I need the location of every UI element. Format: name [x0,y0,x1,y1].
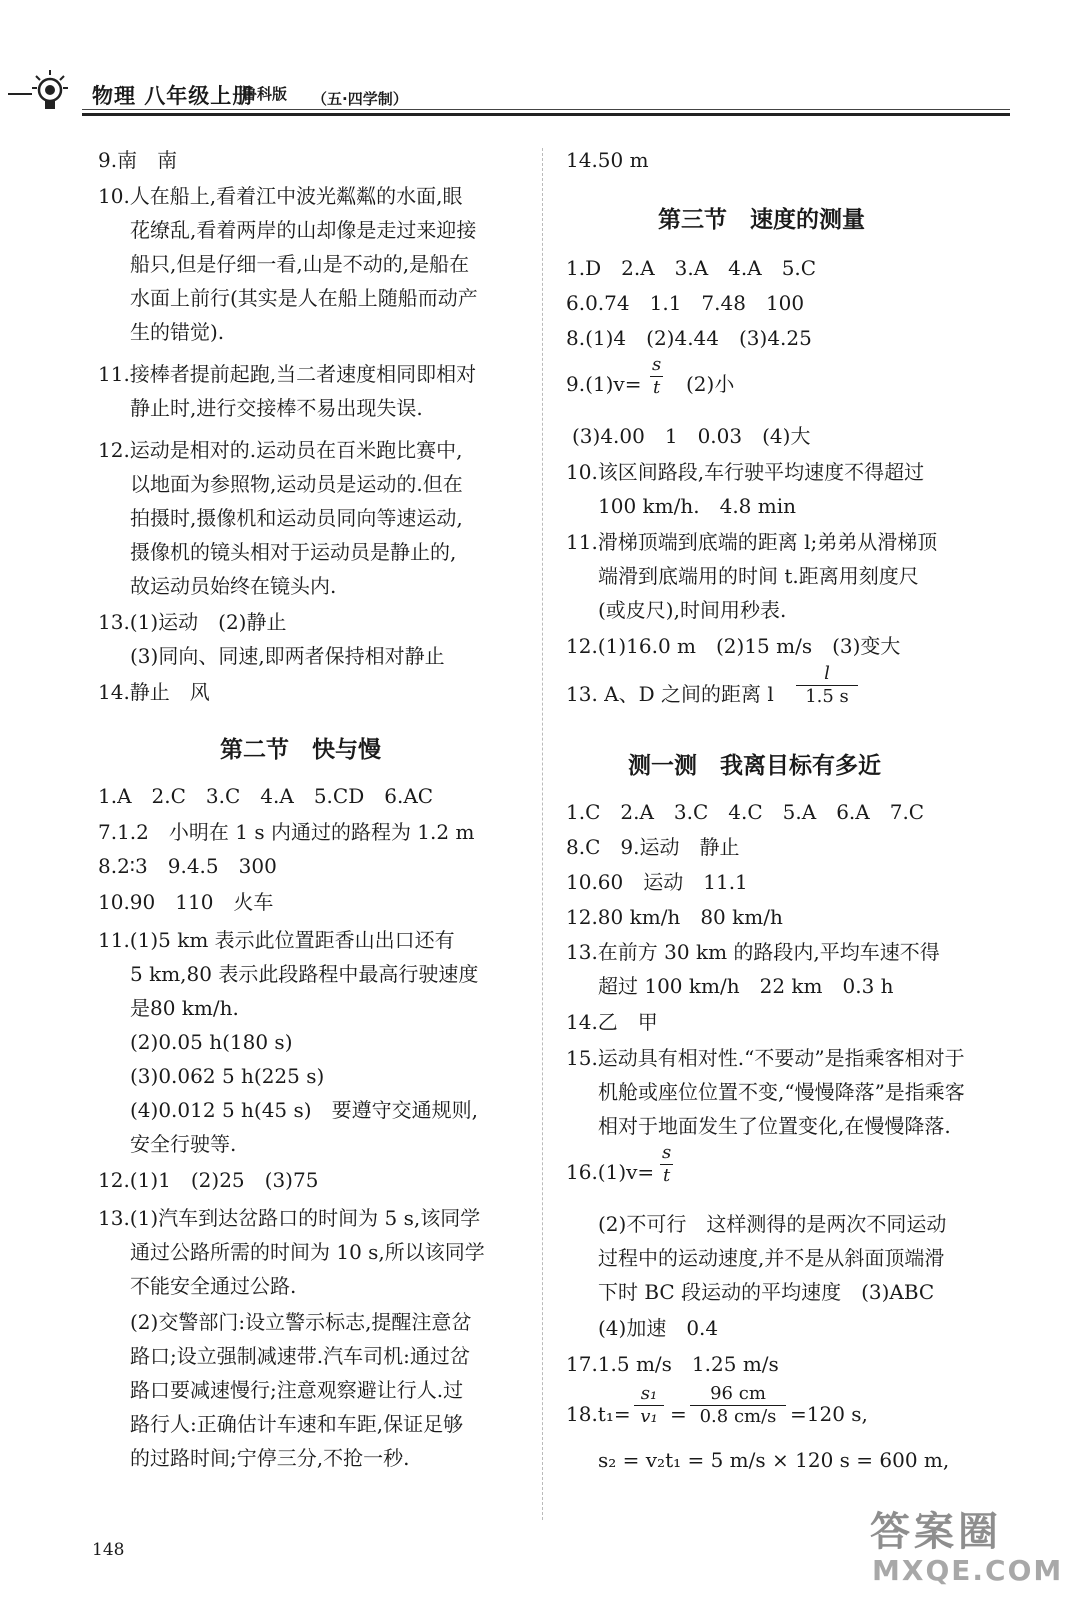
answer-line: 5 km,80 表示此段路程中最高行驶速度 [130,962,479,986]
answer-line: s₂ = v₂t₁ = 5 m/s × 120 s = 600 m, [598,1448,950,1472]
answer-line: 8.C 9.运动 静止 [566,835,740,859]
fraction-formula [634,1385,664,1426]
answer-line: 7.1.2 小明在 1 s 内通过的路程为 1.2 m [98,820,475,844]
fraction-formula [650,356,663,397]
answer-line: 13. A、D 之间的距离 l [566,682,774,706]
answer-line: 9.(1)v= [566,372,642,396]
fraction-numerator: l [796,665,858,686]
answer-line: 水面上前行(其实是人在船上随船而动产 [130,286,478,310]
fraction-numerator: 96 cm [690,1385,786,1406]
fraction-denominator: 1.5 s [805,686,849,707]
answer-line: 14.50 m [566,148,649,172]
fraction-denominator: 0.8 cm/s [699,1406,777,1427]
answer-line: 1.D 2.A 3.A 4.A 5.C [566,256,817,280]
answer-line: 静止时,进行交接棒不易出现失误. [130,396,423,420]
answer-line: 16.(1)v= [566,1160,655,1184]
answer-line: 故运动员始终在镜头内. [130,574,337,598]
answer-line: 生的错觉). [130,320,225,344]
answer-line: 的过路时间;宁停三分,不抢一秒. [130,1446,410,1470]
answer-line: 6.0.74 1.1 7.48 100 [566,291,805,315]
watermark-url: MXQE.COM [872,1554,1064,1587]
header-rule [82,109,1010,110]
answer-line: 船只,但是仔细一看,山是不动的,是船在 [130,252,470,276]
answer-line: 10.该区间路段,车行驶平均速度不得超过 [566,460,925,484]
answer-line: 拍摄时,摄像机和运动员同向等速运动, [130,506,463,530]
answer-line: 花缭乱,看着两岸的山却像是走过来迎接 [130,218,477,242]
answer-line: 17.1.5 m/s 1.25 m/s [566,1352,779,1376]
answer-line: 13.(1)运动 (2)静止 [98,610,287,634]
answer-line: = [670,1402,687,1426]
fraction-formula [660,1144,673,1185]
answer-line: (4)0.012 5 h(45 s) 要遵守交通规则, [130,1098,478,1122]
answer-line: 10.人在船上,看着江中波光粼粼的水面,眼 [98,184,463,208]
answer-line: (2)不可行 这样测得的是两次不同运动 [598,1212,947,1236]
fraction-numerator: s [662,1142,672,1163]
fraction-denominator: v₁ [640,1406,658,1427]
answer-line: (2)交警部门:设立警示标志,提醒注意岔 [130,1310,472,1334]
answer-line: 11.滑梯顶端到底端的距离 l;弟弟从滑梯顶 [566,530,938,554]
answer-line: 不能安全通过公路. [130,1274,297,1298]
answer-line: (2)小 [686,372,735,396]
answer-line: (或皮尺),时间用秒表. [598,598,787,622]
fraction-numerator: s [652,354,662,375]
answer-line: 14.静止 风 [98,680,210,704]
page-header [0,0,1084,120]
answer-line: 14.乙 甲 [566,1010,658,1034]
answer-line: 8.(1)4 (2)4.44 (3)4.25 [566,326,812,350]
answer-line: 摄像机的镜头相对于运动员是静止的, [130,540,457,564]
answer-line: 12.80 km/h 80 km/h [566,905,783,929]
answer-line: 以地面为参照物,运动员是运动的.但在 [130,472,463,496]
answer-line: 100 km/h. 4.8 min [598,494,796,518]
answer-line: 安全行驶等. [130,1132,237,1156]
answer-line: 端滑到底端用的时间 t.距离用刻度尺 [598,564,919,588]
answer-line: (3)4.00 1 0.03 (4)大 [572,424,811,448]
answer-line: 是80 km/h. [130,996,239,1020]
book-title: 物理 八年级上册 [92,84,255,108]
answer-line: 下时 BC 段运动的平均速度 (3)ABC [598,1280,935,1304]
answer-line: 13.(1)汽车到达岔路口的时间为 5 s,该同学 [98,1206,481,1230]
answer-line: 9.南 南 [98,148,178,172]
answer-line: 15.运动具有相对性.“不要动”是指乘客相对于 [566,1046,965,1070]
answer-line: 12.(1)16.0 m (2)15 m/s (3)变大 [566,634,901,658]
answer-line: (4)加速 0.4 [598,1316,719,1340]
section-title-3: 第三节 速度的测量 [658,207,865,233]
lightbulb-logo-icon [8,66,88,116]
answer-line: 12.(1)1 (2)25 (3)75 [98,1168,319,1192]
answer-line: (3)0.062 5 h(225 s) [130,1064,325,1088]
answer-line: 路口要减速慢行;注意观察避让行人.过 [130,1378,464,1402]
answer-line: (2)0.05 h(180 s) [130,1030,293,1054]
answer-line: 11.(1)5 km 表示此位置距香山出口还有 [98,928,455,952]
answer-line: 机舱或座位位置不变,“慢慢降落”是指乘客 [598,1080,965,1104]
fraction-numerator: s₁ [634,1385,664,1406]
page-number: 148 [92,1540,125,1560]
answer-line: 1.A 2.C 3.C 4.A 5.CD 6.AC [98,784,434,808]
watermark-logo: 答案圈 [870,1509,1002,1555]
answer-line: 12.运动是相对的.运动员在百米跑比赛中, [98,438,463,462]
answer-line: 路行人:正确估计车速和车距,保证足够 [130,1412,464,1436]
answer-line: 超过 100 km/h 22 km 0.3 h [598,974,894,998]
answer-line: 相对于地面发生了位置变化,在慢慢降落. [598,1114,951,1138]
column-divider [542,148,543,1520]
answer-line: (3)同向、同速,即两者保持相对静止 [130,644,445,668]
answer-line: 过程中的运动速度,并不是从斜面顶端滑 [598,1246,945,1270]
header-rule-thick [82,113,1010,116]
answer-line: =120 s, [790,1402,868,1426]
answer-line: 8.2∶3 9.4.5 300 [98,854,277,878]
answer-line: 11.接棒者提前起跑,当二者速度相同即相对 [98,362,477,386]
section-title-test: 测一测 我离目标有多近 [628,753,881,779]
section-title-2: 第二节 快与慢 [220,737,381,763]
school-system: （五·四学制） [312,90,408,108]
fraction-denominator: t [653,377,661,398]
answer-line: 13.在前方 30 km 的路段内,平均车速不得 [566,940,940,964]
answer-line: 路口;设立强制减速带.汽车司机:通过岔 [130,1344,470,1368]
book-edition: 鲁科版 [242,85,288,103]
fraction-denominator: t [663,1165,671,1186]
answer-line: 通过公路所需的时间为 10 s,所以该同学 [130,1240,485,1264]
answer-line: 1.C 2.A 3.C 4.C 5.A 6.A 7.C [566,800,925,824]
fraction-formula [690,1385,786,1426]
answer-line: 10.60 运动 11.1 [566,870,748,894]
fraction-formula [796,665,858,706]
answer-line: 10.90 110 火车 [98,890,274,914]
answer-line: 18.t₁= [566,1402,631,1426]
watermark [852,1500,1084,1600]
